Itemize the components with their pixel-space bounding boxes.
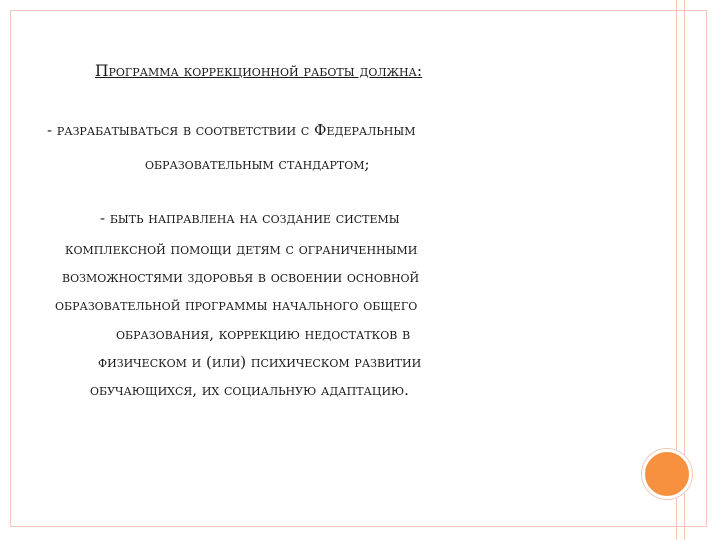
para2-line3: возможностями здоровья в освоении основной: [62, 268, 420, 286]
para2-line6: физическом и (или) психическом развитии: [98, 353, 422, 371]
para2-line1: - быть направлена на создание системы: [100, 209, 400, 227]
slide-heading: Программа коррекционной работы должна:: [95, 62, 423, 80]
accent-circle: [642, 449, 692, 499]
para2-line4: образовательной программы начального общего: [55, 296, 418, 314]
para2-line5: образования, коррекцию недостатков в: [116, 325, 411, 343]
para1-line2: образовательным стандартом;: [145, 155, 370, 173]
para2-line2: комплексной помощи детям с ограниченными: [65, 240, 418, 258]
para1-line1: - разрабатываться в соответствии с Федеральным: [47, 121, 416, 139]
para2-line7: обучающихся, их социальную адаптацию.: [90, 381, 409, 399]
